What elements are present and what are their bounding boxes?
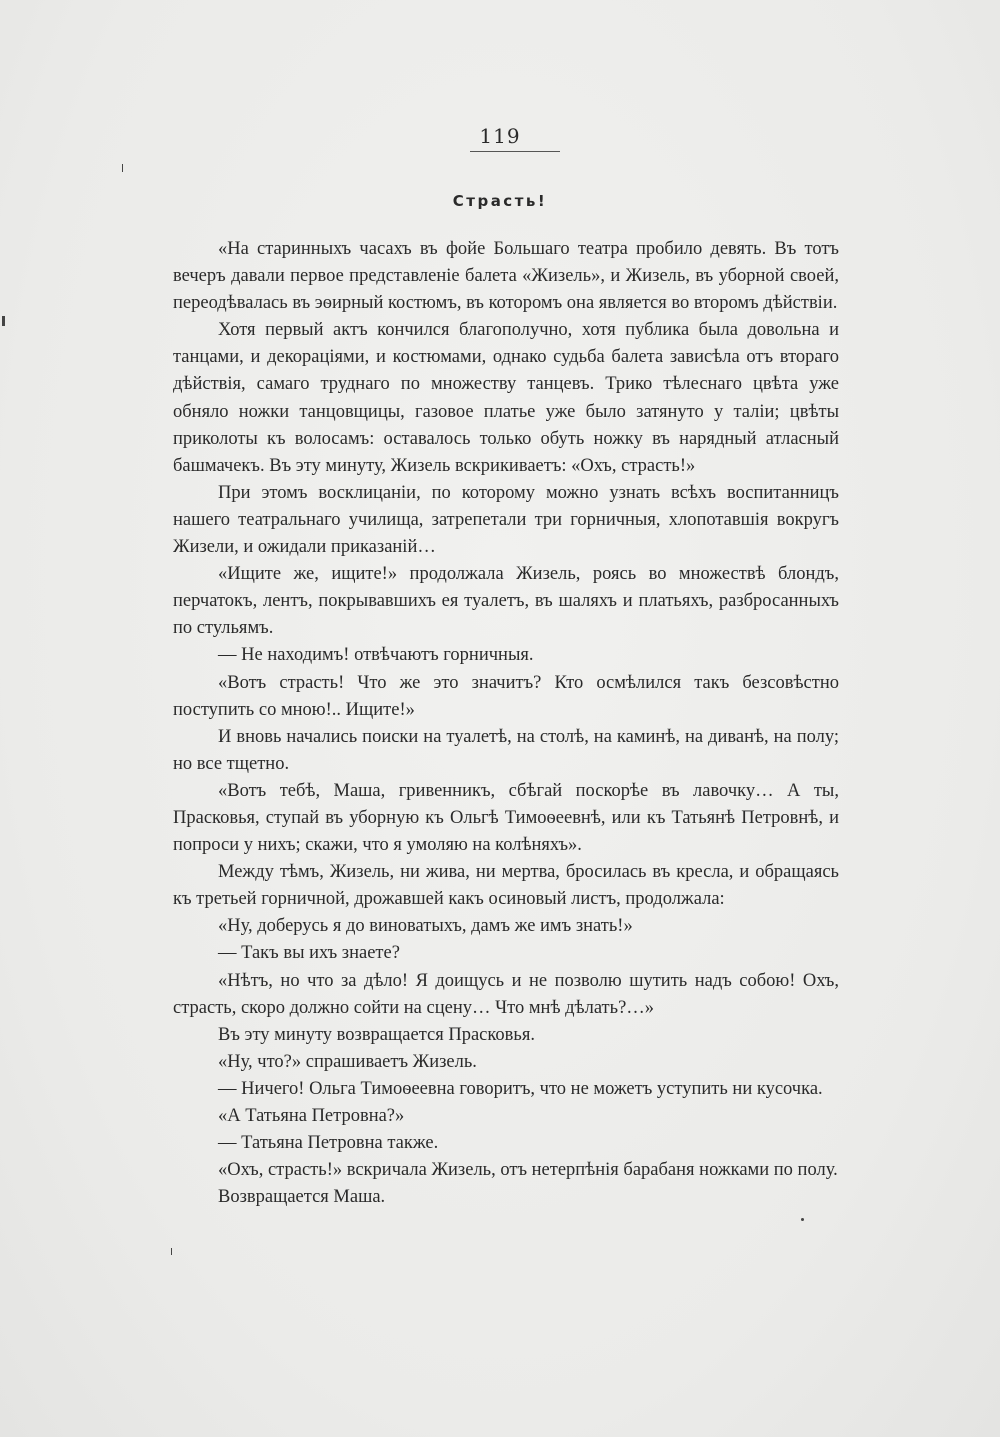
- scan-speck: [2, 316, 5, 326]
- page-number: 119: [479, 124, 521, 148]
- paragraph: — Такъ вы ихъ знаете?: [218, 943, 400, 964]
- paragraph: При этомъ восклицаніи, по которому можно узнать всѣхъ воспитанницъ нашего театральнаго училища, затрепетали три горничныя, хлопотавшія вокругъ Жизели, и ожидали приказаній…: [173, 482, 839, 558]
- paragraph: «Охъ, страсть!» вскричала Жизель, отъ нетерпѣнія барабаня ножками по полу.: [218, 1160, 838, 1181]
- paragraph: «Ну, что?» спрашиваетъ Жизель.: [218, 1051, 477, 1072]
- paragraph: «А Татьяна Петровна?»: [218, 1106, 405, 1126]
- body-text: [173, 236, 839, 1211]
- header-rule: [470, 151, 560, 152]
- paragraph: «Вотъ тебѣ, Маша, гривенникъ, сбѣгай поскорѣе въ лавочку… А ты, Прасковья, ступай въ уборную къ Ольгѣ Тимоѳеевнѣ, или къ Татьянѣ Петровнѣ, и попроси у нихъ; скажи, что я умоляю на колѣняхъ».: [173, 780, 839, 856]
- paragraph: Хотя первый актъ кончился благополучно, хотя публика была довольна и танцами, и декораціями, и костюмами, однако судьба балета зависѣла отъ втораго дѣйствія, самаго труднаго по множеству танцевъ. Трико тѣлеснаго цвѣта уже обняло ножки танцовщицы, газовое платье уже было затянуто у таліи; цвѣты приколоты къ волосамъ: оставалось только обуть ножку въ нарядный атласный башмачекъ. Въ эту минуту, Жизель вскрикиваетъ: «Охъ, страсть!»: [173, 320, 839, 476]
- paragraph: — Ничего! Ольга Тимоѳеевна говоритъ, что не можетъ уступить ни кусочка.: [218, 1078, 823, 1099]
- scan-speck: [801, 1218, 804, 1221]
- paragraph: Возвращается Маша.: [218, 1187, 386, 1208]
- paragraph: Между тѣмъ, Жизель, ни жива, ни мертва, бросилась въ кресла, и обращаясь къ третьей горничной, дрожавшей какъ осиновый листъ, продолжала:: [173, 862, 839, 910]
- paragraph: И вновь начались поиски на туалетѣ, на столѣ, на каминѣ, на диванѣ, на полу; но все тщетно.: [173, 726, 839, 774]
- chapter-title: Страсть!: [452, 192, 548, 210]
- paragraph: «На старинныхъ часахъ въ фойе Большаго театра пробило девять. Въ тотъ вечеръ давали первое представленіе балета «Жизель», и Жизель, въ уборной своей, переодѣвалась въ эѳирный костюмъ, въ которомъ она является во второмъ дѣйствіи.: [173, 239, 839, 314]
- paragraph: — Не находимъ! отвѣчаютъ горничныя.: [218, 645, 534, 666]
- scan-speck: [171, 1248, 172, 1255]
- paragraph: «Нѣтъ, но что за дѣло! Я доищусь и не позволю шутить надъ собою! Охъ, страсть, скоро должно сойти на сцену… Что мнѣ дѣлать?…»: [173, 970, 839, 1018]
- scan-speck: [122, 164, 123, 172]
- paragraph: Въ эту минуту возвращается Прасковья.: [218, 1024, 535, 1045]
- paragraph: — Татьяна Петровна также.: [218, 1133, 439, 1154]
- paragraph: «Вотъ страсть! Что же это значитъ? Кто осмѣлился такъ безсовѣстно поступить со мною!.. Ищите!»: [173, 672, 839, 720]
- paragraph: «Ищите же, ищите!» продолжала Жизель, роясь во множествѣ блондъ, перчатокъ, лентъ, покрывавшихъ ея туалетъ, въ шаляхъ и платьяхъ, разбросанныхъ по стульямъ.: [173, 564, 839, 639]
- paragraph: «Ну, доберусь я до виноватыхъ, дамъ же имъ знать!»: [218, 916, 633, 937]
